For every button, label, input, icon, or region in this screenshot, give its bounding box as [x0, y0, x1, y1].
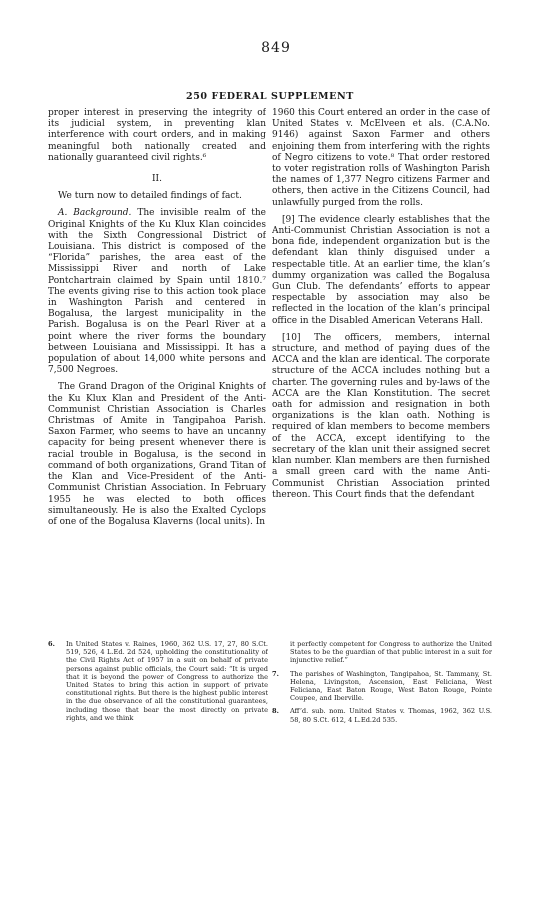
section-heading: II.	[152, 174, 162, 185]
paragraph-text: The evidence clearly establishes that the Anti-Communist Christian Association is not a bona fide, independent organization but is the defendant klan thinly disguised under a respectable title. At an earlier time, the klan’s dummy organization was called the Bogalusa Gun Club. The defendants’ efforts to appear respectable by association may also be reflected in the location of the klan’s principal office in the Disabled American Veterans Hall.	[272, 214, 490, 326]
footnotes-left	[48, 640, 268, 860]
left-column	[48, 108, 266, 633]
footnote-7	[272, 670, 492, 703]
footnote-text: In United States v. Raines, 1960, 362 U.S. 17, 27, 80 S.Ct. 519, 526, 4 L.Ed. 2d 524, upholding the constitutionality of the Civil Rights Act of 1957 in a suit on behalf of private persons against public officials, the Court said: “It is urged that it is beyond the power of Congress to authorize the United States to bring this action in support of private constitutional rights. But there is the highest public interest in the due observance of all the constitutional guarantees, including those that bear the most directly on private rights, and we think	[66, 640, 268, 722]
paragraph-text: The invisible realm of the Original Knights of the Ku Klux Klan coincides with the Sixth Congressional District of Louisiana. This district is composed of the “Florida” parishes, the area east of the Mississippi River and north of Lake Pontchartrain claimed by Spain until 1810.⁷ The events giving rise to this action took place in Washington Parish and centered in Bogalusa, the largest municipality in the Parish. Bogalusa is on the Pearl River at a point where the river forms the boundary between Louisiana and Mississippi. It has a population of about 14,000 white persons and 7,500 Negroes.	[48, 208, 266, 376]
running-head: 250 FEDERAL SUPPLEMENT	[186, 91, 354, 102]
paragraph	[272, 333, 490, 501]
headnote-marker: [10]	[282, 332, 301, 343]
paragraph	[272, 215, 490, 327]
paragraph: proper interest in preserving the integrity of its judicial system, in preventing klan interference with court orders, and in making meaningful both nationally created and nationally guaranteed civil rights.⁶	[48, 108, 266, 163]
footnote-text: Aff’d. sub. nom. United States v. Thomas, 1962, 362 U.S. 58, 80 S.Ct. 612, 4 L.Ed.2d 535.	[290, 707, 492, 724]
footnote-text: The parishes of Washington, Tangipahoa, St. Tammany, St. Helena, Livingston, Ascension, East Feliciana, West Feliciana, East Baton Rouge, West Baton Rouge, Pointe Coupee, and Iberville.	[290, 669, 492, 703]
footnote-number: 6.	[48, 640, 55, 648]
headnote-marker: [9]	[282, 214, 295, 225]
footnote-8	[272, 707, 492, 723]
paragraph: The Grand Dragon of the Original Knights of the Ku Klux Klan and President of the Anti-Communist Christian Association is Charles Christmas of Amite in Tangipahoa Parish. Saxon Farmer, who seems to have an uncanny capacity for being present whenever there is racial trouble in Bogalusa, is the second in command of both organizations, Grand Titan of the Klan and Vice-President of the Anti-Communist Christian Association. In February 1955 he was elected to both offices simultaneously. He is also the Exalted Cyclops of one of the Bogalusa Klaverns (local units). In	[48, 382, 266, 527]
footnotes-right	[272, 640, 492, 860]
footnote-number: 7.	[272, 669, 279, 678]
right-column	[272, 108, 490, 633]
footnote-6	[48, 640, 268, 722]
footnote-number: 8.	[272, 707, 279, 716]
paragraph-text: The officers, members, internal structure, and method of paying dues of the ACCA and the klan are identical. The corporate structure of the ACCA includes nothing but a charter. The governing rules and by-laws of the ACCA are the Klan Konstitution. The secret oath for admission and resignation in both organizations is the klan oath. Nothing is required of klan members to become members of the ACCA, except identifying to the secretary of the klan unit their assigned secret klan number. Klan members are then furnished a small green card with the name Anti-Communist Christian Association printed thereon. This Court finds that the defendant	[272, 332, 490, 500]
paragraph: We turn now to detailed findings of fact.	[58, 191, 242, 202]
paragraph: 1960 this Court entered an order in the case of United States v. McElveen et als. (C.A.No. 9146) against Saxon Farmer and others enjoining them from interfering with the rights of Negro citizens to vote.⁸ That order restored to voter registration rolls of Washington Parish the names of 1,377 Negro citizens Farmer and others, then active in the Citizens Council, had unlawfully purged from the rolls.	[272, 108, 490, 208]
paragraph	[48, 208, 266, 376]
footnote-6-continued: it perfectly competent for Congress to authorize the United States to be the guardian of that public interest in a suit for injunctive relief.”	[290, 640, 492, 665]
page-number: 849	[261, 40, 291, 56]
subheading: A. Background.	[58, 208, 132, 219]
